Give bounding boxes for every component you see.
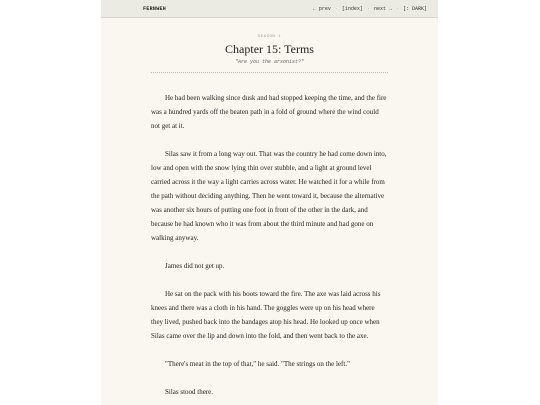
header-divider bbox=[151, 72, 388, 73]
paragraph: Silas saw it from a long way out. That was the country he had come down into, low and open with the snow lying thin over stubble, and a light at ground level carried across it the way a light carries across water. He watched it for a while from the path without deciding anything. Then he went toward it, because the alternative was another six hours of putting one foot in front of the other in the dark, and because he had known who it was from about the third minute and had gone on walking anyway. bbox=[151, 150, 387, 242]
chapter-title: Chapter 15: Terms bbox=[225, 42, 314, 56]
nav-separator: · bbox=[334, 5, 338, 12]
chapter-body bbox=[101, 91, 438, 399]
theme-toggle[interactable]: [: DARK] bbox=[402, 5, 427, 12]
index-link[interactable]: [index] bbox=[341, 5, 363, 12]
paragraph: Silas stood there. bbox=[165, 388, 214, 396]
season-label: SEASON 1 bbox=[257, 35, 282, 39]
chapter-nav bbox=[310, 6, 430, 12]
paragraph: He sat on the pack with his boots toward the fire. The axe was laid across his knees and there was a cloth in his hand. The goggles were up on his head where they lived, pushed back into the bandages atop his head. He looked up once when Silas came over the lip and down into the fold, and then went back to the axe. bbox=[151, 290, 381, 340]
chapter-page bbox=[101, 0, 438, 405]
next-link[interactable]: next → bbox=[373, 5, 392, 12]
paragraph: He had been walking since dusk and had stopped keeping the time, and the fire was a hundred yards off the beaten path in a fold of ground where the wind could not get at it. bbox=[151, 94, 387, 130]
top-nav-bar bbox=[101, 0, 438, 18]
paragraph: "There's meat in the top of that," he said. "The strings on the left." bbox=[165, 360, 350, 368]
nav-separator: · bbox=[395, 5, 399, 12]
site-brand[interactable]: FERNWEH bbox=[143, 5, 167, 12]
chapter-header bbox=[101, 35, 438, 65]
nav-separator: · bbox=[366, 5, 370, 12]
paragraph: James did not get up. bbox=[165, 262, 225, 270]
prev-link[interactable]: ← prev bbox=[312, 5, 331, 12]
chapter-subtitle: "Are you the arsonist?" bbox=[234, 59, 304, 65]
